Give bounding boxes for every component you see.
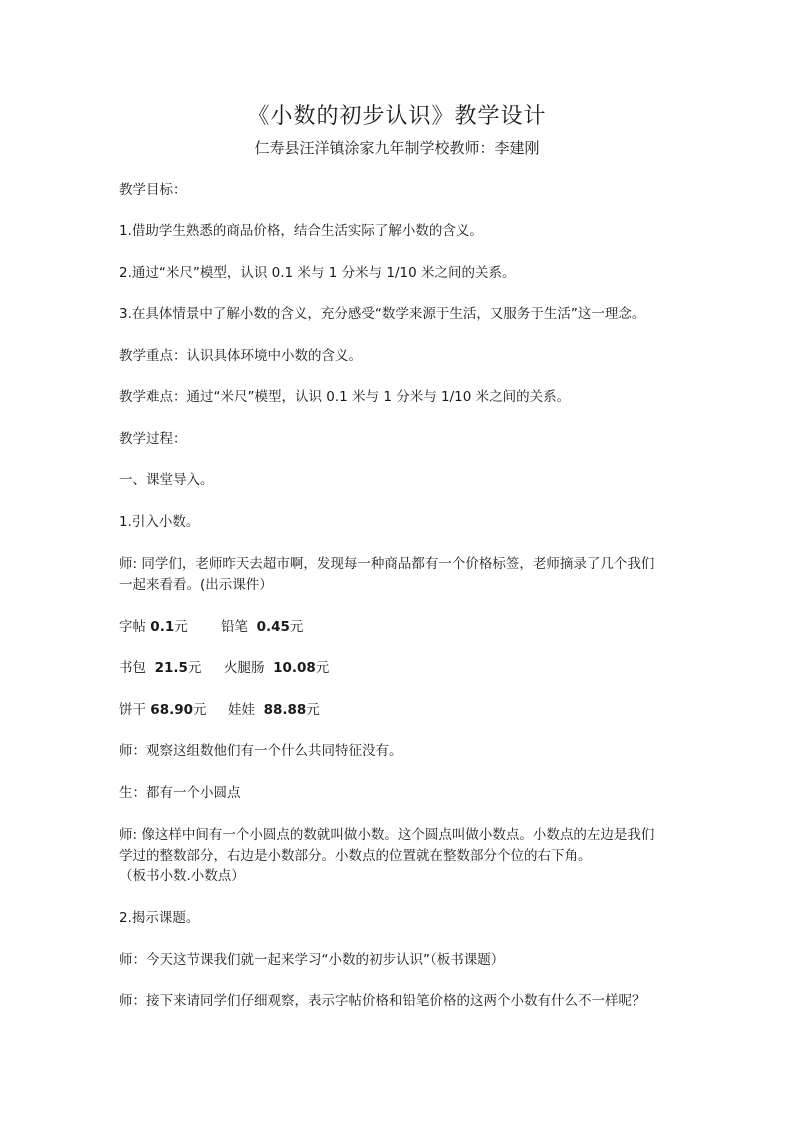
price-item-name: 书包: [119, 660, 146, 676]
teacher-speech-5: 师：接下来请同学们仔细观察，表示字帖价格和铅笔价格的这两个小数有什么不一样呢？: [119, 993, 646, 1009]
teacher-speech-1-cont: 一起来看看。(出示课件）: [119, 577, 273, 593]
price-item-unit: 元: [306, 702, 320, 718]
price-item: [119, 658, 201, 679]
price-item-value: 10.08: [273, 660, 316, 676]
teacher-speech-3-note: （板书小数.小数点）: [119, 868, 245, 884]
goal-2: 2.通过“米尺”模型，认识 0.1 米与 1 分米与 1/10 米之间的关系。: [119, 265, 516, 281]
price-item-value: 68.90: [150, 702, 193, 718]
step-1: 1.引入小数。: [119, 514, 200, 530]
section-1-heading: 一、课堂导入。: [119, 472, 214, 488]
price-item-value: 0.1: [150, 619, 175, 635]
price-item-unit: 元: [289, 619, 304, 635]
price-item-value: 0.45: [256, 619, 290, 635]
price-item-name: 铅笔: [221, 619, 248, 635]
teacher-speech-3-cont: 学过的整数部分，右边是小数部分。小数点的位置就在整数部分个位的右下角。: [119, 848, 592, 864]
document-title: 《小数的初步认识》教学设计: [247, 104, 547, 129]
process-heading: 教学过程：: [119, 431, 187, 447]
goal-3: 3.在具体情景中了解小数的含义，充分感受“数学来源于生活，又服务于生活”这一理念。: [119, 306, 646, 322]
price-item: [228, 700, 320, 721]
price-item-name: 娃娃: [228, 702, 255, 718]
price-item-name: 火腿肠: [224, 660, 265, 676]
price-item-value: 88.88: [263, 702, 307, 718]
price-item: [119, 700, 207, 721]
price-item-unit: 元: [174, 619, 188, 635]
price-item-unit: 元: [193, 702, 207, 718]
price-item: [119, 617, 188, 638]
key-point: 教学重点：认识具体环境中小数的含义。: [119, 348, 362, 364]
teacher-speech-2: 师：观察这组数他们有一个什么共同特征没有。: [119, 743, 403, 759]
price-item: [224, 658, 329, 679]
teacher-speech-4: 师：今天这节课我们就一起来学习“小数的初步认识”（板书课题）: [119, 952, 505, 968]
step-2: 2.揭示课题。: [119, 910, 200, 926]
goals-heading: 教学目标：: [119, 182, 187, 198]
price-item-name: 字帖: [119, 619, 146, 635]
student-reply-1: 生：都有一个小圆点: [119, 785, 241, 801]
price-item-unit: 元: [187, 660, 202, 676]
price-item-name: 饼干: [119, 702, 146, 718]
teacher-speech-1: 师: 同学们，老师昨天去超市啊，发现每一种商品都有一个价格标签，老师摘录了几个我们: [119, 556, 655, 572]
price-item: [221, 617, 303, 638]
goal-1: 1.借助学生熟悉的商品价格，结合生活实际了解小数的含义。: [119, 223, 483, 239]
price-item-unit: 元: [315, 660, 330, 676]
author-line: 仁寿县汪洋镇涂家九年制学校教师：李建刚: [254, 139, 540, 157]
difficult-point: 教学难点：通过“米尺”模型，认识 0.1 米与 1 分米与 1/10 米之间的关系。: [119, 389, 571, 405]
teacher-speech-3: 师: 像这样中间有一个小圆点的数就叫做小数。这个圆点叫做小数点。小数点的左边是我们: [119, 827, 655, 843]
price-item-value: 21.5: [154, 660, 188, 676]
